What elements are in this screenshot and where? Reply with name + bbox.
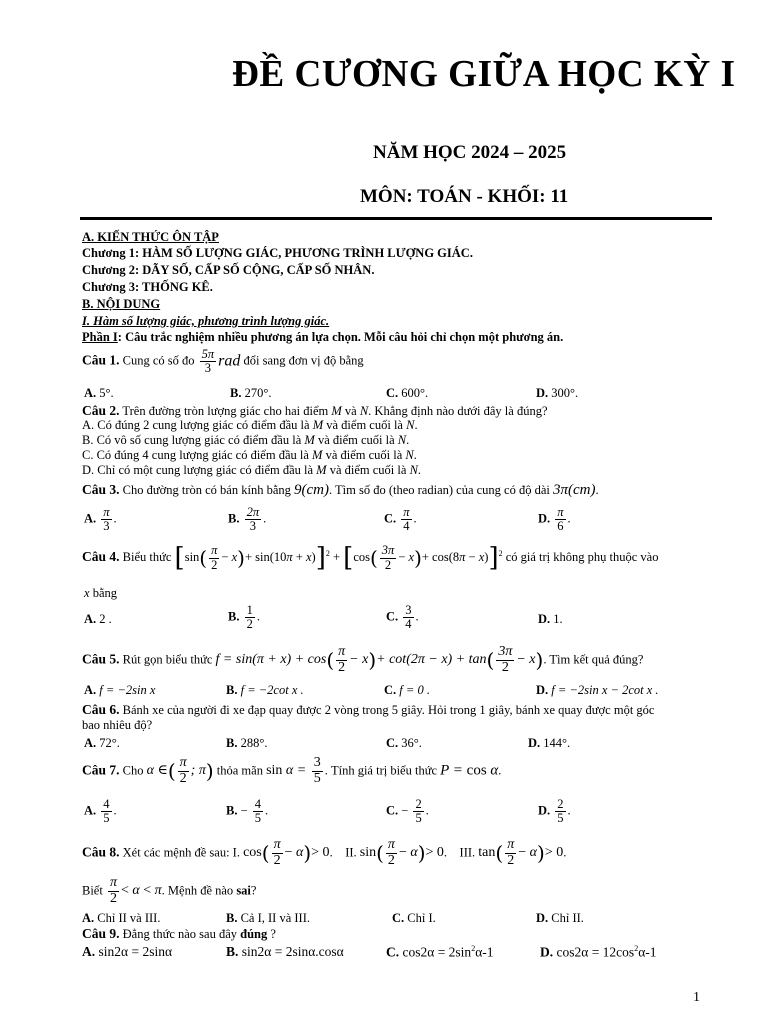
question-4: Câu 4. Biểu thức [sin( $\frac{\pi}{2}$ − x)+ sin(10π + x)]$^2$ + [cos( $\frac{3\pi}{2}$ − x)+ cos(8π − x)]$^2$ có giá trị không phụ thuộc vào	[82, 543, 659, 573]
q7-domain: α ∈( $\frac{\pi}{2}$ ; π)	[146, 755, 214, 786]
q8-option-a: A. Chỉ II và III.	[82, 911, 161, 925]
q9-option-a: A. sin2α = 2sinα	[82, 944, 173, 959]
page-number: 1	[693, 990, 700, 1005]
q4-expression: [sin( $\frac{\pi}{2}$ − x)+ sin(10π + x)]$^2$ + [cos( $\frac{3\pi}{2}$ − x)+ cos(8π − x)]$^2$	[174, 543, 503, 573]
question-1: Câu 1. Cung có số đo $\frac{5\pi}{3}$ rad đổi sang đơn vị độ bằng	[82, 347, 364, 376]
q4-option-d: D. 1.	[538, 612, 563, 626]
q3-option-c: C. $\frac{\pi}{4}$ .	[384, 505, 417, 534]
q5-option-d: D. f = −2sin x − 2cot x .	[536, 683, 659, 697]
q2-option-a: A. Có đúng 2 cung lượng giác có điểm đầu là M và điểm cuối là N.	[82, 418, 418, 432]
school-year: NĂM HỌC 2024 – 2025	[373, 142, 567, 163]
q7-option-c: C. − $\frac{2}{5}$ .	[386, 797, 429, 826]
question-5: Câu 5. Rút gọn biểu thức f = sin(π + x) + cos( $\frac{\pi}{2}$ − x)+ cot(2π − x) + tan( $\frac{3\pi}{2}$ − x). Tìm kết quả đúng?	[82, 644, 644, 675]
chapter-1: Chương 1: HÀM SỐ LƯỢNG GIÁC, PHƯƠNG TRÌNH LƯỢNG GIÁC.	[82, 246, 473, 260]
q8-option-d: D. Chỉ II.	[536, 911, 584, 925]
q2-option-c: C. Có đúng 4 cung lượng giác có điểm đầu là M và điểm cuối là N.	[82, 448, 417, 462]
q8-option-c: C. Chỉ I.	[392, 911, 436, 925]
q5-expression: f = sin(π + x) + cos( $\frac{\pi}{2}$ − x)+ cot(2π − x) + tan( $\frac{3\pi}{2}$ − x)	[215, 644, 544, 675]
q7-condition: sin α = $\frac{3}{5}$	[266, 755, 321, 786]
q9-option-c: C. $\cos 2\alpha = 2\sin^2\alpha-1$	[386, 944, 494, 960]
q9-option-b: B. sin2α = 2sinα.cosα	[226, 944, 344, 959]
question-8-line2: Biết $\frac{\pi}{2}$ < α < π. Mệnh đề nào sai?	[82, 875, 257, 906]
question-2: Câu 2. Trên đường tròn lượng giác cho hai điểm M và N. Khẳng định nào dưới đây là đúng?	[82, 403, 548, 418]
part-text: : Câu trắc nghiệm nhiều phương án lựa chọn. Mỗi câu hỏi chỉ chọn một phương án.	[117, 330, 564, 344]
q4-option-a: A. 2 .	[84, 612, 112, 626]
header-divider	[80, 217, 712, 220]
q4-option-b: B. $\frac{1}{2}$ .	[228, 603, 260, 632]
subject-grade: MÔN: TOÁN - KHỐI: 11	[360, 186, 569, 207]
q3-option-a: A. $\frac{\pi}{3}$ .	[84, 505, 117, 534]
question-3: Câu 3. Cho đường tròn có bán kính bằng 9(cm). Tìm số đo (theo radian) của cung có độ dài 3π(cm).	[82, 482, 599, 498]
q5-option-a: A. f = −2sin x	[84, 683, 156, 697]
q1-option-a: A. 5°.	[84, 386, 114, 400]
q4-option-c: C. $\frac{3}{4}$ .	[386, 603, 419, 632]
q7-option-d: D. $\frac{2}{5}$ .	[538, 797, 571, 826]
q9-option-d: D. $\cos 2\alpha = 12\cos^2\alpha-1$	[540, 944, 657, 960]
q8-option-b: B. Cả I, II và III.	[226, 911, 311, 925]
q2-option-b: B. Có vô số cung lượng giác có điểm đầu là M và điểm cuối là N.	[82, 433, 410, 447]
section-b-heading: B. NỘI DUNG	[82, 297, 161, 311]
q1-option-b: B. 270°.	[230, 386, 272, 400]
q3-option-b: B. $\frac{2\pi}{3}$ .	[228, 505, 267, 534]
question-6-line2: bao nhiêu độ?	[82, 718, 153, 732]
part-instruction	[82, 330, 563, 345]
chapter-3: Chương 3: THỐNG KÊ.	[82, 280, 213, 294]
question-9: Câu 9. Đẳng thức nào sau đây đúng ?	[82, 926, 276, 941]
q6-option-b: B. 288°.	[226, 736, 268, 750]
q2-option-d: D. Chỉ có một cung lượng giác có điểm đầu là M và điểm cuối là N.	[82, 463, 422, 477]
part-label: Phần I	[82, 330, 118, 344]
q6-option-a: A. 72°.	[84, 736, 120, 750]
q7-target: P = cos α	[440, 762, 499, 779]
document-title: ĐỀ CƯƠNG GIỮA HỌC KỲ I	[232, 53, 736, 95]
chapter-2: Chương 2: DÃY SỐ, CẤP SỐ CỘNG, CẤP SỐ NHÂN.	[82, 263, 375, 277]
question-8: Câu 8. Xét các mệnh đề sau: I. cos( $\frac{\pi}{2}$ − α)> 0. II. sin( $\frac{\pi}{2}$ − α)> 0. III. tan( $\frac{\pi}{2}$ − α)> 0.	[82, 837, 567, 868]
q7-option-b: B. − $\frac{4}{5}$ .	[226, 797, 269, 826]
q5-option-c: C. f = 0 .	[384, 683, 430, 697]
q6-option-d: D. 144°.	[528, 736, 571, 750]
q6-option-c: C. 36°.	[386, 736, 422, 750]
q1-option-c: C. 600°.	[386, 386, 429, 400]
part-title: I. Hàm số lượng giác, phương trình lượng giác.	[82, 314, 330, 328]
q1-option-d: D. 300°.	[536, 386, 579, 400]
question-7: Câu 7. Cho α ∈( $\frac{\pi}{2}$ ; π) thỏa mãn sin α = $\frac{3}{5}$ . Tính giá trị biểu thức P = cos α.	[82, 755, 502, 786]
q7-option-a: A. $\frac{4}{5}$ .	[84, 797, 117, 826]
section-a-heading: A. KIẾN THỨC ÔN TẬP	[82, 230, 219, 244]
q4-line2: x bằng	[84, 586, 117, 600]
question-6: Câu 6. Bánh xe của người đi xe đạp quay được 2 vòng trong 5 giây. Hỏi trong 1 giây, bánh xe quay được một góc	[82, 702, 655, 717]
q5-option-b: B. f = −2cot x .	[226, 683, 304, 697]
q3-option-d: D. $\frac{\pi}{6}$ .	[538, 505, 571, 534]
